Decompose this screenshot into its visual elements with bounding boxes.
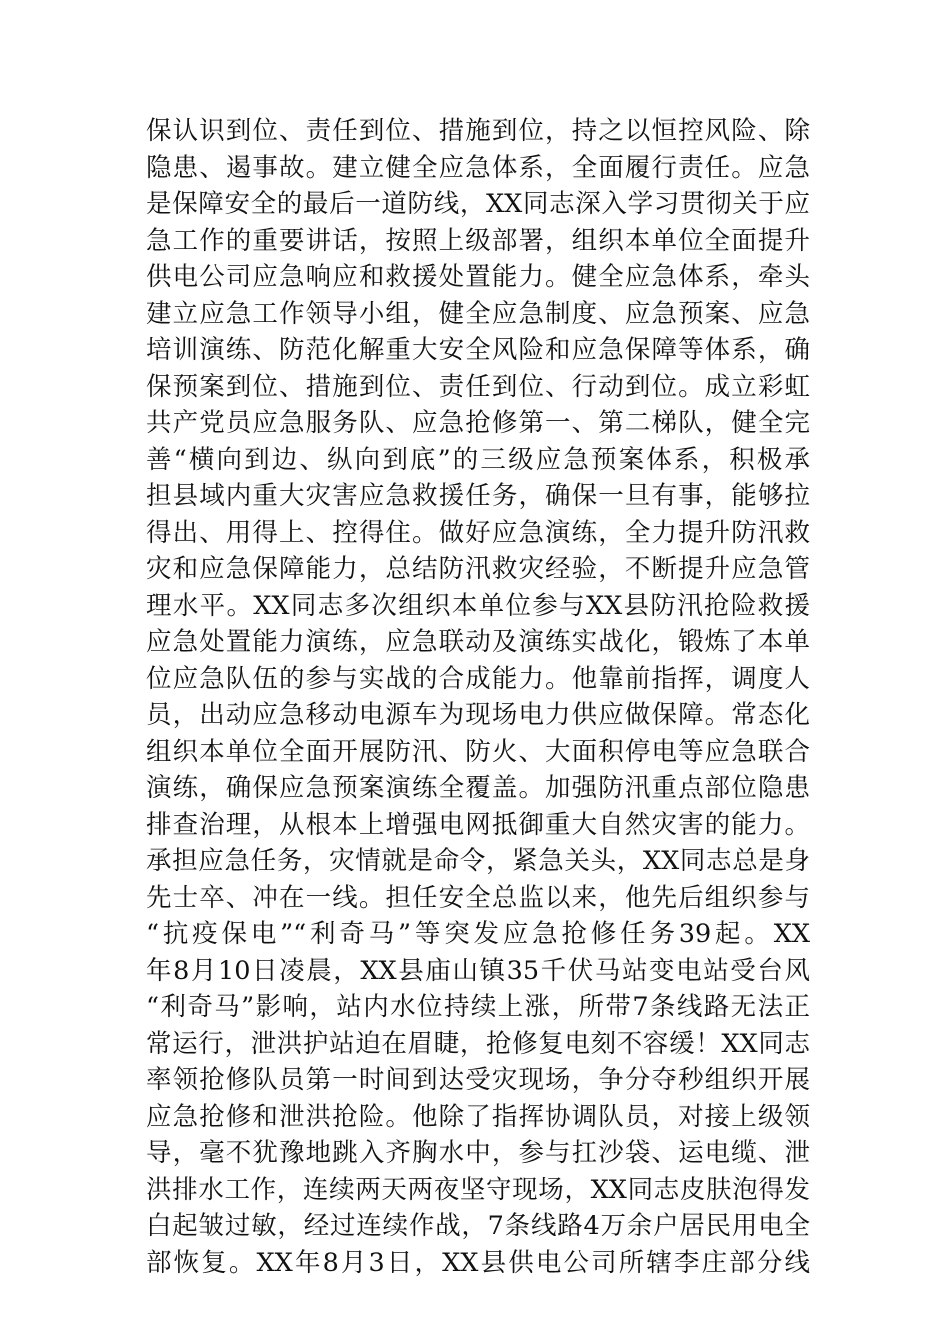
text-line: 员，出动应急移动电源车为现场电力供应做保障。常态化 (146, 700, 810, 730)
text-line: 是保障安全的最后一道防线，XX同志深入学习贯彻关于应 (146, 189, 810, 219)
text-line: 部恢复。XX年8月3日，XX县供电公司所辖李庄部分线 (146, 1247, 810, 1278)
text-line: 白起皱过敏，经过连续作战，7条线路4万余户居民用电全 (146, 1211, 810, 1241)
text-line: 培训演练、防范化解重大安全风险和应急保障等体系，确 (146, 335, 810, 365)
text-line: 担县域内重大灾害应急救援任务，确保一旦有事，能够拉 (146, 481, 810, 511)
text-line: 建立应急工作领导小组，健全应急制度、应急预案、应急 (146, 298, 810, 329)
text-line: 常运行，泄洪护站迫在眉睫，抢修复电刻不容缓！XX同志 (146, 1028, 810, 1059)
text-line: 年8月10日凌晨，XX县庙山镇35千伏马站变电站受台风 (146, 955, 810, 986)
text-line: 善“横向到边、纵向到底”的三级应急预案体系，积极承 (146, 444, 810, 475)
text-line: 应急处置能力演练，应急联动及演练实战化，锻炼了本单 (146, 627, 810, 657)
text-line: “抗疫保电”“利奇马”等突发应急抢修任务39起。XX (146, 919, 810, 949)
text-line: 承担应急任务，灾情就是命令，紧急关头，XX同志总是身 (146, 846, 810, 876)
text-line: 供电公司应急响应和救援处置能力。健全应急体系，牵头 (146, 262, 810, 292)
text-line: 先士卒、冲在一线。担任安全总监以来，他先后组织参与 (146, 882, 810, 913)
text-line: 保认识到位、责任到位、措施到位，持之以恒控风险、除 (146, 116, 810, 146)
text-line: 位应急队伍的参与实战的合成能力。他靠前指挥，调度人 (146, 663, 810, 694)
body-text (146, 113, 810, 1281)
text-line: 急工作的重要讲话，按照上级部署，组织本单位全面提升 (146, 225, 810, 256)
text-line: 洪排水工作，连续两天两夜坚守现场，XX同志皮肤泡得发 (146, 1174, 810, 1205)
text-line: 理水平。XX同志多次组织本单位参与XX县防汛抢险救援 (146, 590, 810, 621)
text-line: “利奇马”影响，站内水位持续上涨，所带7条线路无法正 (146, 992, 810, 1022)
text-line: 演练，确保应急预案演练全覆盖。加强防汛重点部位隐患 (146, 773, 810, 803)
text-line: 隐患、遏事故。建立健全应急体系，全面履行责任。应急 (146, 152, 810, 183)
text-line: 组织本单位全面开展防汛、防火、大面积停电等应急联合 (146, 736, 810, 767)
text-line: 导，毫不犹豫地跳入齐胸水中，参与扛沙袋、运电缆、泄 (146, 1138, 810, 1168)
text-line: 得出、用得上、控得住。做好应急演练，全力提升防汛救 (146, 517, 810, 548)
text-line: 保预案到位、措施到位、责任到位、行动到位。成立彩虹 (146, 371, 810, 402)
text-line: 灾和应急保障能力，总结防汛救灾经验，不断提升应急管 (146, 554, 810, 584)
text-line: 排查治理，从根本上增强电网抵御重大自然灾害的能力。 (146, 809, 810, 840)
text-line: 应急抢修和泄洪抢险。他除了指挥协调队员，对接上级领 (146, 1101, 810, 1132)
text-line: 共产党员应急服务队、应急抢修第一、第二梯队，健全完 (146, 408, 810, 438)
text-line: 率领抢修队员第一时间到达受灾现场，争分夺秒组织开展 (146, 1065, 810, 1095)
